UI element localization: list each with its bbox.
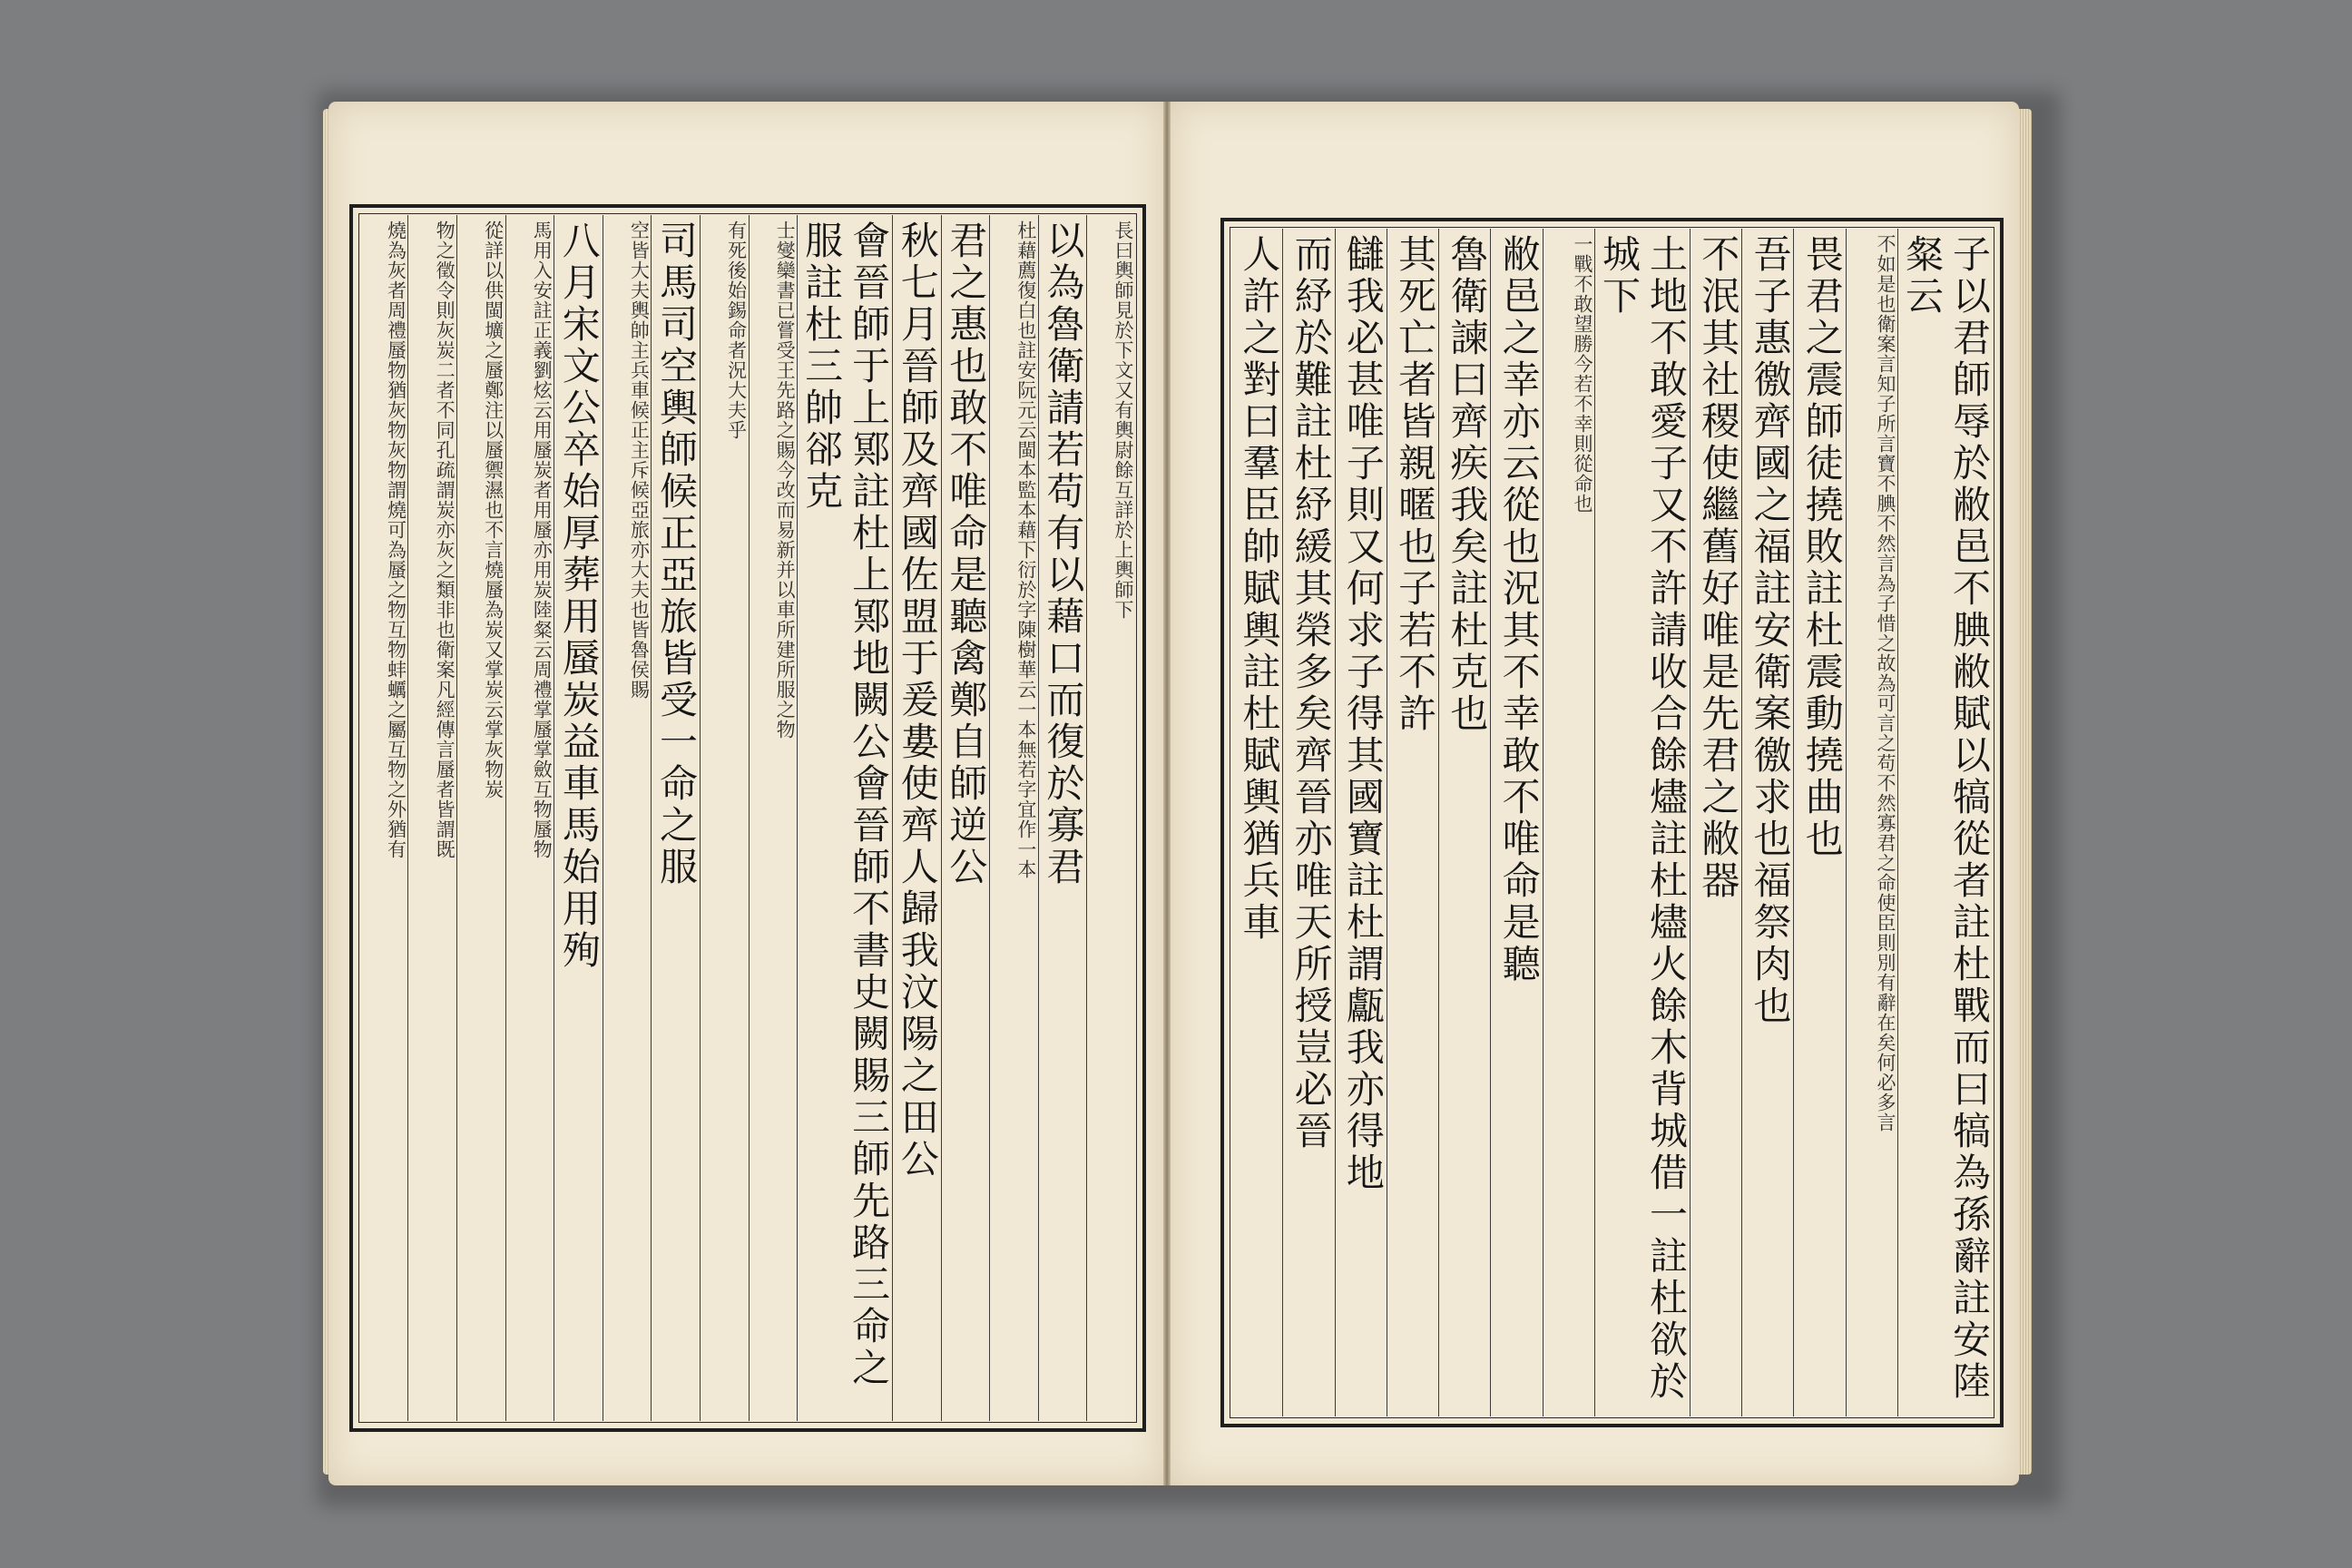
right-columns (1231, 229, 1993, 1416)
right-page-column: 畏君之震師徒撓敗註杜震動撓曲也 (1793, 229, 1845, 1416)
left-page-column: 馬用入安註正義劉炫云用蜃炭者用蜃亦用炭陸粲云周禮掌蜃掌斂互物蜃物 (505, 215, 554, 1421)
left-page-column: 司馬司空輿師候正亞旅皆受一命之服 (651, 215, 700, 1421)
left-page-column: 物之徵令則灰炭二者不同孔疏謂炭亦灰之類非也衛案凡經傳言蜃者皆謂既 (407, 215, 456, 1421)
right-page-column: 而紓於難註杜紓緩其榮多矣齊晉亦唯天所授豈必晉 (1282, 229, 1334, 1416)
left-page-column: 長曰輿師見於下文又有輿尉餘互詳於上輿師下 (1086, 215, 1135, 1421)
left-page-column: 杜藉薦復白也註安阮元云閩本監本藉下衍於字陳樹華云一本無若字宜作一本 (989, 215, 1038, 1421)
left-page-column: 君之惠也敢不唯命是聽禽鄭自師逆公 (941, 215, 990, 1421)
left-page-column: 會晉師于上鄍註杜上鄍地闕公會晉師不書史闕賜三師先路三命之服註杜三帥郤克 (797, 215, 892, 1421)
right-page-column: 讎我必甚唯子則又何求子得其國寶註杜謂甗我亦得地 (1335, 229, 1387, 1416)
right-page-column: 其死亡者皆親暱也子若不許 (1387, 229, 1438, 1416)
right-page-column: 吾子惠徼齊國之福註安衛案徼求也福祭肉也 (1741, 229, 1793, 1416)
left-page-column: 有死後始錫命者況大夫乎 (700, 215, 749, 1421)
left-page-column: 從詳以供閩壙之蜃鄭注以蜃禦濕也不言燒蜃為炭又掌炭云掌灰物炭 (456, 215, 505, 1421)
left-page-column: 燒為灰者周禮蜃物猶灰物灰物謂燒可為蜃之物互物蚌蠣之屬互物之外猶有 (385, 220, 407, 859)
left-page-column: 秋七月晉師及齊國佐盟于爰婁使齊人歸我汶陽之田公 (892, 215, 941, 1421)
left-page-column: 八月宋文公卒始厚葬用蜃炭益車馬始用殉 (554, 215, 603, 1421)
right-page-column: 子以君師辱於敝邑不腆敝賦以犒從者註杜戰而曰犒為孫辭註安陸粲云 (1897, 229, 1993, 1416)
right-page-column: 土地不敢愛子又不許請收合餘燼註杜燼火餘木背城借一註杜欲於城下 (1594, 229, 1690, 1416)
right-page-column: 不如是也衛案言知子所言寶不腆不然言為子惜之故為可言之苟不然寡君之命使臣則別有辭在矣何必多言 (1846, 229, 1897, 1416)
left-columns (360, 215, 1135, 1421)
right-text-frame (1220, 218, 2004, 1427)
right-page-column: 不泯其社稷使繼舊好唯是先君之敝器 (1690, 229, 1741, 1416)
book-gutter (1163, 102, 1171, 1485)
left-page-column: 以為魯衛請若苟有以藉口而復於寡君 (1038, 215, 1087, 1421)
left-text-frame (349, 204, 1146, 1432)
right-page-column: 敝邑之幸亦云從也況其不幸敢不唯命是聽 (1490, 229, 1542, 1416)
left-page-column: 空皆大夫輿帥主兵車候正主斥候亞旅亦大夫也皆魯侯賜 (603, 215, 652, 1421)
left-page-column: 士燮欒書已嘗受王先路之賜今改而易新并以車所建所服之物 (749, 215, 798, 1421)
right-page-column: 魯衛諫曰齊疾我矣註杜克也 (1438, 229, 1490, 1416)
right-page-column: 人許之對曰羣臣帥賦輿註杜賦輿猶兵車 (1237, 234, 1282, 944)
right-page-column: 一戰不敢望勝今若不幸則從命也 (1543, 229, 1594, 1416)
